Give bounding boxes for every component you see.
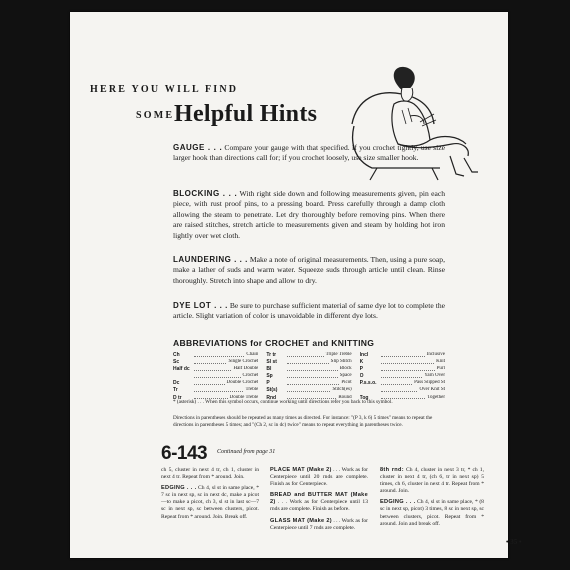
abbreviation-meaning: Chain bbox=[246, 352, 259, 357]
dot-leader bbox=[194, 352, 244, 357]
abbreviation-code: Tr bbox=[173, 387, 178, 394]
dot-leader bbox=[194, 387, 243, 392]
abbreviation-code: P bbox=[359, 366, 363, 373]
abbreviation-meaning: Double Crochet bbox=[226, 380, 259, 386]
dot-leader bbox=[381, 359, 434, 364]
hint-laundering bbox=[173, 255, 445, 286]
pattern-paragraph bbox=[380, 499, 484, 527]
abbreviations-title: ABBREVIATIONS for CROCHET and KNITTING bbox=[173, 338, 375, 348]
abbreviation-code: O bbox=[359, 373, 364, 380]
abbreviation-row bbox=[173, 359, 258, 366]
dot-leader bbox=[381, 352, 425, 357]
asterisk-note: * (asterisk) . . . When this symbol occurs, continue working until directions refer you back to this symbol. bbox=[173, 399, 393, 405]
abbreviation-code: Rnd bbox=[266, 394, 277, 401]
dot-leader bbox=[194, 373, 241, 378]
abbreviation-code: P.s.s.o. bbox=[359, 380, 377, 387]
pattern-term: EDGING . . . bbox=[161, 485, 197, 492]
abbreviation-row bbox=[266, 352, 351, 359]
abbreviation-meaning: Triple Treble bbox=[325, 352, 352, 357]
abbreviation-code: Dc bbox=[173, 380, 180, 387]
page-number: • 35 • bbox=[506, 538, 522, 546]
abbreviation-code: Tog bbox=[359, 394, 369, 401]
heading-line1: HERE YOU WILL FIND bbox=[90, 84, 239, 95]
abbreviation-row bbox=[173, 373, 258, 380]
abbreviation-meaning: Together bbox=[427, 394, 445, 400]
abbreviation-row bbox=[266, 373, 351, 380]
abbreviation-meaning: Over Knit St bbox=[419, 387, 445, 393]
hint-blocking-text: With right side down and following measurements given, pin each piece, with rust proof pins, to a pressing board. Press carefully through a damp cloth allowing the steam to penetrate. Let dry thoroughly before removing pins. When there are raised stitches, stretch article to measurements given and steam by holding hot iron lightly over wet cloth. bbox=[173, 189, 446, 240]
abbreviation-code bbox=[173, 373, 192, 380]
abbreviation-code: Sc bbox=[173, 359, 180, 366]
abbreviation-code: P bbox=[266, 380, 270, 387]
abbreviation-row bbox=[266, 387, 351, 394]
abbreviation-meaning: Stitch(es) bbox=[332, 387, 352, 393]
pattern-term: 8th rnd: bbox=[380, 467, 404, 473]
hint-blocking bbox=[173, 189, 445, 241]
pattern-paragraph bbox=[270, 492, 368, 513]
abbreviation-row bbox=[360, 380, 445, 387]
magazine-page bbox=[70, 12, 522, 558]
pattern-text: Ch 4, cluster in next 3 tr, * ch 1, cluster in next 4 tr, (ch 6, tr in next sp) 5 times, ch 6, cluster in next 4 tr. Repeat from * around. Join. bbox=[380, 467, 484, 495]
parentheses-note: Directions in parentheses should be repeated as many times as directed. For instance: "(P 3, k 6) 5 times" means to repeat the directions in parentheses 5 times; and "(Ch 2, sc in dc) twice" means to repeat everything in parentheses twice. bbox=[173, 415, 433, 428]
abbreviation-row bbox=[173, 380, 258, 387]
abbreviation-code: Sp bbox=[266, 373, 273, 380]
hint-gauge-text: Compare your gauge with that specified. If you crochet tightly, use size larger hook than directions call for; if you crochet loosely, use size smaller hook. bbox=[173, 143, 445, 163]
pattern-text: ch 5, cluster in next 4 tr, ch 1, cluster in next 4 tr. Repeat from * around. Join. bbox=[161, 467, 259, 481]
abbreviation-row bbox=[266, 380, 351, 387]
abbreviation-meaning: Double Treble bbox=[229, 394, 259, 400]
abbreviation-meaning: Single Crochet bbox=[228, 359, 259, 365]
hint-dye-lot-text: Be sure to purchase sufficient material of same dye lot to complete the article. Slight variation of color is unavoidable in different dye lots. bbox=[173, 301, 445, 321]
page-title: Helpful Hints bbox=[174, 101, 318, 127]
pattern-text: Ch 4, sl st in same place, * 7 sc in next sp, sc in next dc, make a picot—to make a picot, ch 3, sl st in last sc—7 sc in next sp, sc between clusters, picot. Repeat from * around. Join. Break off. bbox=[161, 485, 259, 520]
column-1 bbox=[161, 467, 259, 525]
woman-crocheting-illustration bbox=[332, 64, 482, 182]
hint-laundering-term: LAUNDERING . . . bbox=[173, 255, 248, 264]
abbreviation-row bbox=[266, 366, 351, 373]
dot-leader bbox=[287, 359, 328, 364]
pattern-paragraph bbox=[161, 467, 259, 481]
abbreviation-code: Sl st bbox=[266, 359, 277, 366]
pattern-text: . . . Work as for Centerpiece until 7 rnds are complete. bbox=[270, 517, 368, 531]
pattern-text: . . . Work as for Centerpiece until 20 rnds are complete. Finish as for Centerpiece. bbox=[270, 467, 368, 488]
pattern-paragraph bbox=[270, 518, 368, 532]
abbreviation-meaning: Half Double bbox=[233, 366, 259, 372]
abbreviation-meaning: Pass Slipped St bbox=[414, 380, 445, 386]
abbreviation-meaning: Round bbox=[338, 394, 352, 400]
pattern-term: BREAD and BUTTER MAT (Make 2) bbox=[270, 492, 368, 506]
abbreviation-row bbox=[360, 366, 445, 373]
hint-laundering-text: Make a note of original measurements. Then, using a pure soap, make a lather of suds and warm water. Squeeze suds through article until clean. Rinse thoroughly. Stretch into shape and allow to dry. bbox=[173, 255, 445, 285]
pattern-paragraph bbox=[270, 467, 368, 488]
hint-gauge bbox=[173, 143, 445, 164]
abbreviation-code: D tr bbox=[173, 394, 182, 401]
pattern-paragraph bbox=[161, 485, 259, 520]
dot-leader bbox=[287, 373, 337, 378]
abbreviation-row bbox=[360, 387, 445, 394]
pattern-term: GLASS MAT (Make 2) bbox=[270, 517, 332, 524]
abbreviations-table bbox=[173, 352, 445, 401]
pattern-number: 6-143 bbox=[161, 443, 208, 464]
abbreviation-meaning: Slip Stitch bbox=[330, 359, 352, 365]
dot-leader bbox=[287, 366, 337, 371]
abbreviation-meaning: Crochet bbox=[242, 373, 259, 379]
abbreviation-meaning: Block bbox=[339, 366, 352, 372]
dot-leader bbox=[381, 373, 423, 378]
abbreviation-row bbox=[360, 352, 445, 359]
dot-leader bbox=[287, 387, 330, 392]
abbreviation-meaning: Purl bbox=[436, 366, 445, 372]
abbreviation-row bbox=[266, 359, 351, 366]
abbreviation-meaning: Picot bbox=[341, 380, 352, 386]
abbreviation-meaning: Treble bbox=[245, 387, 259, 393]
abbreviation-code bbox=[360, 387, 379, 394]
abbreviation-meaning: Space bbox=[339, 373, 352, 379]
pattern-text: . . . Work as for Centerpiece until 13 rnds are complete. Finish as before. bbox=[270, 499, 368, 513]
hint-dye-lot-term: DYE LOT . . . bbox=[173, 301, 228, 310]
dot-leader bbox=[194, 366, 231, 371]
dot-leader bbox=[381, 366, 435, 371]
abbreviation-meaning: Inclusive bbox=[426, 352, 445, 357]
dot-leader bbox=[381, 387, 418, 392]
abbreviation-row bbox=[173, 387, 258, 394]
dot-leader bbox=[194, 380, 225, 385]
abbreviation-row bbox=[360, 359, 445, 366]
abbreviation-code: Ch bbox=[173, 352, 180, 358]
abbreviation-row bbox=[173, 366, 258, 373]
abbreviation-code: Incl bbox=[359, 352, 369, 358]
column-2 bbox=[270, 467, 368, 536]
abbreviation-code: St(s) bbox=[266, 387, 278, 394]
abbreviation-code: Half dc bbox=[173, 366, 190, 373]
continued-note: Continued from page 31 bbox=[217, 449, 276, 455]
dot-leader bbox=[287, 380, 339, 385]
abbreviation-meaning: Yarn Over bbox=[424, 373, 445, 379]
column-3 bbox=[380, 467, 484, 532]
pattern-term: PLACE MAT (Make 2) bbox=[270, 467, 332, 473]
abbreviation-row bbox=[360, 373, 445, 380]
abbreviation-code: Bl bbox=[266, 366, 272, 373]
dot-leader bbox=[381, 380, 413, 385]
hint-gauge-term: GAUGE . . . bbox=[173, 143, 223, 152]
dot-leader bbox=[287, 352, 323, 357]
abbreviation-code: K bbox=[359, 359, 364, 366]
pattern-text: Ch 4, sl st in same place, * (8 sc in next sp, picot) 3 times, 8 sc in next sp, sc between clusters, picot. Repeat from * around. Join and break off. bbox=[380, 499, 484, 527]
heading-line2: SOME bbox=[136, 110, 175, 121]
abbreviation-row bbox=[173, 352, 258, 359]
abbreviation-meaning: Knit bbox=[436, 359, 445, 365]
hint-blocking-term: BLOCKING . . . bbox=[173, 189, 238, 198]
pattern-term: EDGING . . . bbox=[380, 499, 416, 506]
dot-leader bbox=[194, 359, 226, 364]
abbreviation-code: Tr tr bbox=[266, 352, 277, 358]
pattern-paragraph bbox=[380, 467, 484, 495]
hint-dye-lot bbox=[173, 301, 445, 322]
